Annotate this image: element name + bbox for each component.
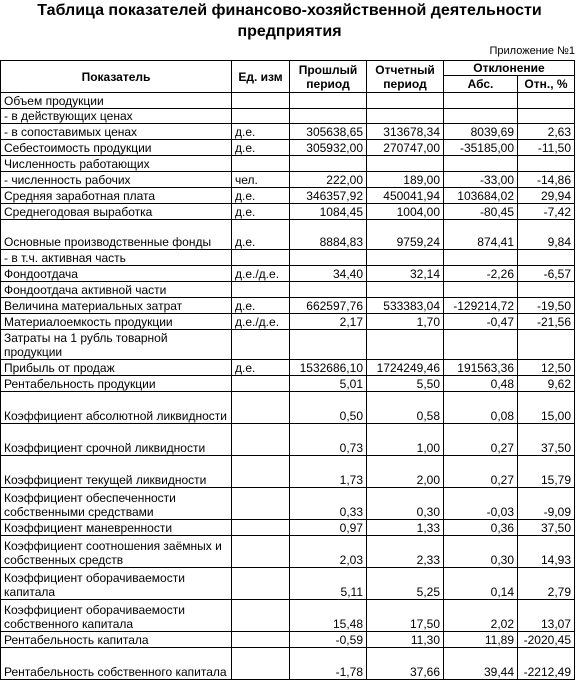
table-row [1,536,575,568]
row-curr-value: 189,00 [367,172,444,188]
row-rel-deviation [518,93,575,109]
row-prev-value: 34,40 [290,266,367,282]
financial-indicators-table [0,60,575,680]
row-unit [232,156,290,172]
row-unit [232,600,290,632]
row-abs-deviation: 0,36 [444,520,518,536]
row-rel-deviation: -6,57 [518,266,575,282]
row-indicator-name: - численность рабочих [1,172,232,188]
header-current-period: Отчетный период [367,61,444,93]
row-prev-value: -1,78 [290,648,367,680]
row-indicator-name: Коэффициент обеспеченности собственными средствами [1,488,232,520]
table-row [1,220,575,250]
row-indicator-name: Фондоотдача [1,266,232,282]
row-rel-deviation: -11,50 [518,140,575,156]
row-prev-value: 0,33 [290,488,367,520]
row-abs-deviation: 2,02 [444,600,518,632]
row-unit [232,536,290,568]
row-unit: д.е. [232,204,290,220]
row-unit: д.е. [232,140,290,156]
table-row [1,250,575,266]
row-unit [232,250,290,266]
row-rel-deviation: -9,09 [518,488,575,520]
row-unit: чел. [232,172,290,188]
row-curr-value: 5,25 [367,568,444,600]
row-indicator-name: Коэффициент соотношения заёмных и собственных средств [1,536,232,568]
row-unit [232,520,290,536]
row-abs-deviation [444,93,518,109]
row-abs-deviation: 874,41 [444,220,518,250]
row-rel-deviation [518,282,575,298]
row-abs-deviation: 0,14 [444,568,518,600]
row-unit: д.е. [232,220,290,250]
row-indicator-name: Объем продукции [1,93,232,109]
row-indicator-name: Рентабельность капитала [1,632,232,648]
row-prev-value: 5,11 [290,568,367,600]
row-curr-value [367,109,444,124]
row-unit [232,392,290,424]
row-indicator-name: Коэффициент срочной ликвидности [1,424,232,456]
row-abs-deviation: -80,45 [444,204,518,220]
row-curr-value: 1724249,46 [367,360,444,376]
table-row [1,360,575,376]
row-rel-deviation: 13,07 [518,600,575,632]
row-indicator-name: Коэффициент текущей ликвидности [1,456,232,488]
row-indicator-name: Материалоемкость продукции [1,314,232,330]
row-unit [232,568,290,600]
row-curr-value: 533383,04 [367,298,444,314]
row-prev-value [290,330,367,360]
row-unit: д.е. [232,360,290,376]
row-curr-value: 5,50 [367,376,444,392]
row-prev-value [290,282,367,298]
row-abs-deviation: 0,30 [444,536,518,568]
row-prev-value: 0,73 [290,424,367,456]
row-abs-deviation: -129214,72 [444,298,518,314]
row-prev-value: 5,01 [290,376,367,392]
row-abs-deviation: 103684,02 [444,188,518,204]
header-deviation: Отклонение [444,61,575,76]
table-row [1,520,575,536]
row-abs-deviation: -0,03 [444,488,518,520]
table-row [1,392,575,424]
row-abs-deviation: 8039,69 [444,124,518,140]
row-indicator-name: - в сопоставимых ценах [1,124,232,140]
row-indicator-name: Рентабельность собственного капитала [1,648,232,680]
row-curr-value: 1,33 [367,520,444,536]
row-rel-deviation: 12,50 [518,360,575,376]
row-curr-value: 270747,00 [367,140,444,156]
table-row [1,156,575,172]
row-abs-deviation: 39,44 [444,648,518,680]
row-rel-deviation: -14,86 [518,172,575,188]
row-unit: д.е. [232,124,290,140]
header-abs: Абс. [444,76,518,93]
row-rel-deviation: 15,00 [518,392,575,424]
row-curr-value: 0,30 [367,488,444,520]
table-body [1,93,575,680]
row-indicator-name: Коэффициент абсолютной ликвидности [1,392,232,424]
row-rel-deviation [518,330,575,360]
row-prev-value: 1,73 [290,456,367,488]
row-abs-deviation [444,250,518,266]
row-rel-deviation: 37,50 [518,424,575,456]
row-rel-deviation: 2,63 [518,124,575,140]
row-indicator-name: - в т.ч. активная часть [1,250,232,266]
row-unit [232,456,290,488]
row-unit [232,488,290,520]
row-prev-value: 1532686,10 [290,360,367,376]
header-rel: Отн., % [518,76,575,93]
row-abs-deviation: -35185,00 [444,140,518,156]
row-rel-deviation: -19,50 [518,298,575,314]
row-indicator-name: Численность работающих [1,156,232,172]
row-curr-value [367,156,444,172]
row-prev-value [290,156,367,172]
row-prev-value: 305932,00 [290,140,367,156]
row-indicator-name: Фондоотдача активной части [1,282,232,298]
row-curr-value: 450041,94 [367,188,444,204]
row-unit [232,424,290,456]
row-rel-deviation: 9,62 [518,376,575,392]
row-curr-value: 1,70 [367,314,444,330]
row-curr-value: 313678,34 [367,124,444,140]
table-row [1,424,575,456]
table-row [1,456,575,488]
row-prev-value: 8884,83 [290,220,367,250]
table-row [1,172,575,188]
row-curr-value [367,282,444,298]
row-abs-deviation: 0,08 [444,392,518,424]
table-row [1,330,575,360]
row-unit: д.е. [232,298,290,314]
row-prev-value: 222,00 [290,172,367,188]
row-curr-value: 1,00 [367,424,444,456]
row-curr-value: 37,66 [367,648,444,680]
row-curr-value: 1004,00 [367,204,444,220]
row-rel-deviation: -7,42 [518,204,575,220]
row-unit [232,376,290,392]
row-abs-deviation [444,330,518,360]
row-unit: д.е. [232,188,290,204]
row-abs-deviation [444,282,518,298]
table-row [1,648,575,680]
row-prev-value: 1084,45 [290,204,367,220]
row-indicator-name: Коэффициент оборачиваемости капитала [1,568,232,600]
row-curr-value: 9759,24 [367,220,444,250]
row-curr-value: 32,14 [367,266,444,282]
row-prev-value: -0,59 [290,632,367,648]
row-curr-value: 17,50 [367,600,444,632]
row-prev-value: 0,50 [290,392,367,424]
row-prev-value: 2,03 [290,536,367,568]
row-unit [232,632,290,648]
row-abs-deviation: -2,26 [444,266,518,282]
table-row [1,376,575,392]
row-curr-value [367,93,444,109]
row-rel-deviation: 14,93 [518,536,575,568]
row-rel-deviation: 2,79 [518,568,575,600]
page-title: Таблица показателей финансово-хозяйственной деятельности предприятия [37,2,542,40]
row-curr-value [367,330,444,360]
table-row [1,204,575,220]
row-curr-value: 2,00 [367,456,444,488]
appendix-label: Приложение №1 [489,45,575,57]
row-unit [232,282,290,298]
row-indicator-name: - в действующих ценах [1,109,232,124]
row-curr-value: 2,33 [367,536,444,568]
row-unit [232,93,290,109]
row-curr-value: 11,30 [367,632,444,648]
row-abs-deviation [444,156,518,172]
row-indicator-name: Прибыль от продаж [1,360,232,376]
row-rel-deviation: 9,84 [518,220,575,250]
row-prev-value [290,109,367,124]
row-prev-value: 15,48 [290,600,367,632]
row-curr-value [367,250,444,266]
row-unit: д.е./д.е. [232,314,290,330]
row-indicator-name: Среднегодовая выработка [1,204,232,220]
row-prev-value [290,250,367,266]
row-rel-deviation: -21,56 [518,314,575,330]
row-unit [232,648,290,680]
table-row [1,188,575,204]
table-row [1,632,575,648]
table-row [1,124,575,140]
row-abs-deviation: 191563,36 [444,360,518,376]
table-row [1,140,575,156]
row-indicator-name: Рентабельность продукции [1,376,232,392]
table-row [1,109,575,124]
row-indicator-name: Основные производственные фонды [1,220,232,250]
row-indicator-name: Коэффициент оборачиваемости собственного капитала [1,600,232,632]
row-abs-deviation: -0,47 [444,314,518,330]
row-prev-value: 2,17 [290,314,367,330]
row-rel-deviation [518,109,575,124]
header-prev-period: Прошлый период [290,61,367,93]
row-indicator-name: Коэффициент маневренности [1,520,232,536]
row-indicator-name: Себестоимость продукции [1,140,232,156]
row-indicator-name: Затраты на 1 рубль товарной продукции [1,330,232,360]
row-rel-deviation: 29,94 [518,188,575,204]
row-indicator-name: Величина материальных затрат [1,298,232,314]
row-curr-value: 0,58 [367,392,444,424]
row-rel-deviation: 37,50 [518,520,575,536]
table-row [1,93,575,109]
row-rel-deviation [518,156,575,172]
row-abs-deviation [444,109,518,124]
row-unit [232,330,290,360]
header-unit: Ед. изм [232,61,290,93]
row-abs-deviation: 0,27 [444,456,518,488]
table-row [1,600,575,632]
row-prev-value: 346357,92 [290,188,367,204]
row-rel-deviation: -2020,45 [518,632,575,648]
table-row [1,568,575,600]
row-prev-value [290,93,367,109]
table-row [1,298,575,314]
row-abs-deviation: 0,48 [444,376,518,392]
table-row [1,282,575,298]
row-rel-deviation: -2212,49 [518,648,575,680]
row-abs-deviation: -33,00 [444,172,518,188]
table-row [1,314,575,330]
row-unit [232,109,290,124]
row-abs-deviation: 0,27 [444,424,518,456]
row-prev-value: 305638,65 [290,124,367,140]
row-rel-deviation: 15,79 [518,456,575,488]
header-indicator: Показатель [1,61,232,93]
row-abs-deviation: 11,89 [444,632,518,648]
row-unit: д.е./д.е. [232,266,290,282]
table-row [1,488,575,520]
row-prev-value: 0,97 [290,520,367,536]
row-indicator-name: Средняя заработная плата [1,188,232,204]
table-row [1,266,575,282]
row-rel-deviation [518,250,575,266]
row-prev-value: 662597,76 [290,298,367,314]
